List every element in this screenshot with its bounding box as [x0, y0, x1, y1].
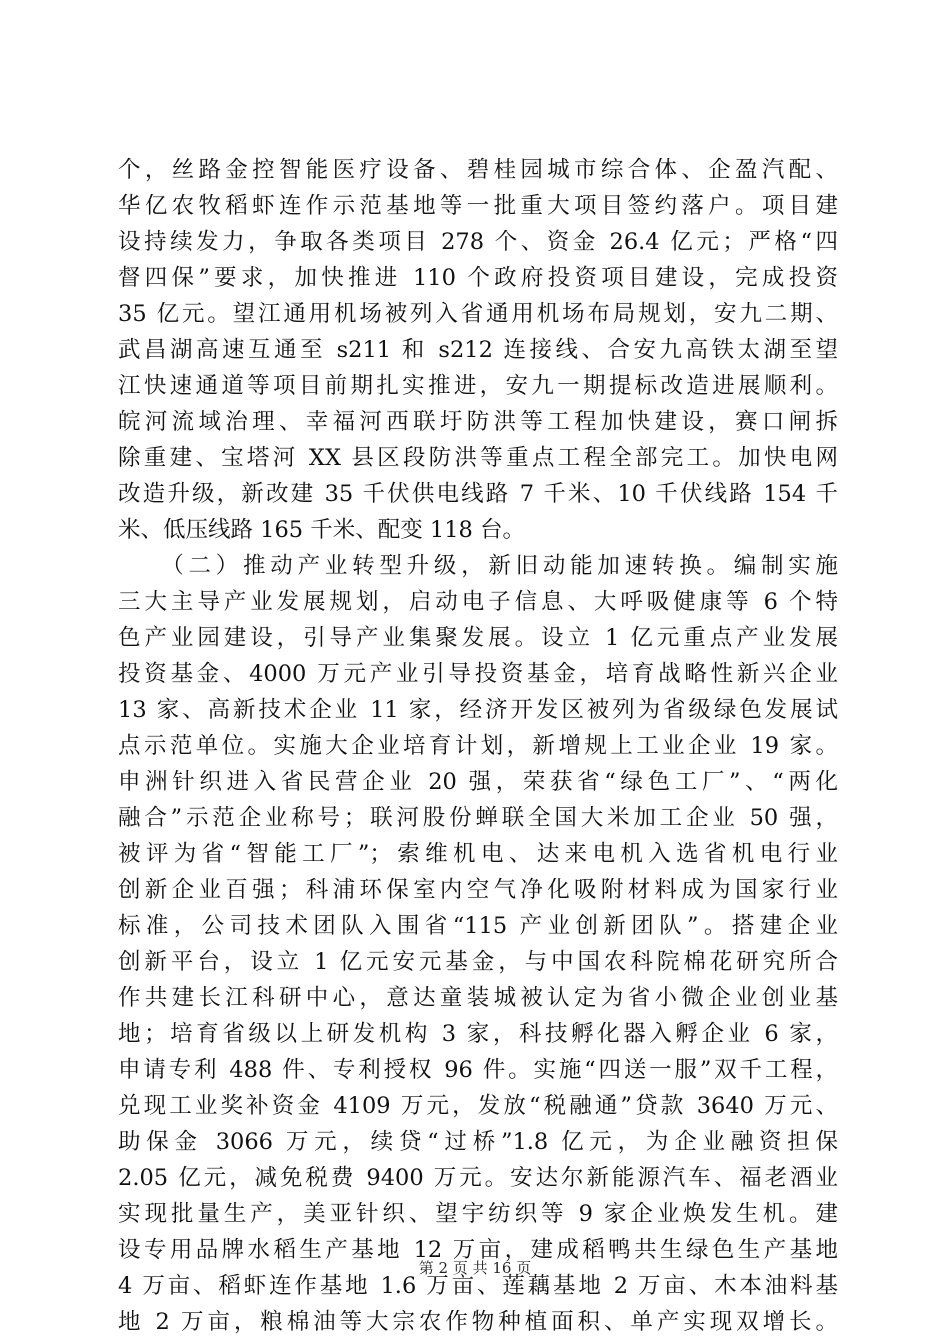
- text-line: 点示范单位。实施大企业培育计划，新增规上工业企业 19 家。: [118, 733, 838, 759]
- text-line: 2.05 亿元，减免税费 9400 万元。安达尔新能源汽车、福老酒业: [118, 1165, 838, 1191]
- text-line: 色产业园建设，引导产业集聚发展。设立 1 亿元重点产业发展: [118, 625, 838, 651]
- text-line: 兑现工业奖补资金 4109 万元，发放“税融通”贷款 3640 万元、: [118, 1093, 838, 1119]
- text-line: 投资基金、4000 万元产业引导投资基金，培育战略性新兴企业: [118, 661, 838, 687]
- text-line: 改造升级，新改建 35 千伏供电线路 7 千米、10 千伏线路 154 千: [118, 481, 838, 507]
- text-line: 华亿农牧稻虾连作示范基地等一批重大项目签约落户。项目建: [118, 193, 838, 219]
- text-line: 融合”示范企业称号；联河股份蝉联全国大米加工企业 50 强，: [118, 805, 838, 831]
- text-line: 武昌湖高速互通至 s211 和 s212 连接线、合安九高铁太湖至望: [118, 337, 838, 363]
- text-line: 个，丝路金控智能医疗设备、碧桂园城市综合体、企盈汽配、: [118, 157, 838, 183]
- text-line: 江快速通道等项目前期扎实推进，安九一期提标改造进展顺利。: [118, 373, 838, 399]
- text-line: 米、低压线路 165 千米、配变 118 台。: [118, 517, 526, 543]
- text-line: 皖河流域治理、幸福河西联圩防洪等工程加快建设，赛口闸拆: [118, 409, 838, 435]
- text-line: 三大主导产业发展规划，启动电子信息、大呼吸健康等 6 个特: [118, 589, 838, 615]
- text-line: 35 亿元。望江通用机场被列入省通用机场布局规划，安九二期、: [118, 301, 838, 327]
- text-line: 设持续发力，争取各类项目 278 个、资金 26.4 亿元；严格“四: [118, 229, 838, 255]
- text-line: 申请专利 488 件、专利授权 96 件。实施“四送一服”双千工程，: [118, 1057, 838, 1083]
- text-line: 标准，公司技术团队入围省“115 产业创新团队”。搭建企业: [118, 913, 838, 939]
- text-line: 地；培育省级以上研发机构 3 家，科技孵化器入孵企业 6 家，: [118, 1021, 838, 1047]
- text-line: 助保金 3066 万元，续贷“过桥”1.8 亿元，为企业融资担保: [118, 1129, 838, 1155]
- text-line: 申洲针织进入省民营企业 20 强，荣获省“绿色工厂”、“两化: [118, 769, 838, 795]
- text-line: 设专用品牌水稻生产基地 12 万亩，建成稻鸭共生绿色生产基地: [118, 1237, 838, 1263]
- text-line: 督四保”要求，加快推进 110 个政府投资项目建设，完成投资: [118, 265, 838, 291]
- page-number-footer: 第 2 页 共 16 页: [418, 1259, 532, 1277]
- text-line: 13 家、高新技术企业 11 家，经济开发区被列为省级绿色发展试: [118, 697, 838, 723]
- text-line: 作共建长江科研中心，意达童装城被认定为省小微企业创业基: [118, 985, 838, 1011]
- text-line: 地 2 万亩，粮棉油等大宗农作物种植面积、单产实现双增长。: [118, 1309, 838, 1335]
- text-line: （二）推动产业转型升级，新旧动能加速转换。编制实施: [118, 553, 838, 579]
- text-line: 实现批量生产，美亚针织、望宇纺织等 9 家企业焕发生机。建: [118, 1201, 838, 1227]
- body-text: [118, 152, 838, 1340]
- text-line: 除重建、宝塔河 XX 县区段防洪等重点工程全部完工。加快电网: [118, 445, 838, 471]
- text-line: 创新平台，设立 1 亿元安元基金，与中国农科院棉花研究所合: [118, 949, 838, 975]
- text-line: 4 万亩、稻虾连作基地 1.6 万亩、莲藕基地 2 万亩、木本油料基: [118, 1273, 838, 1299]
- text-line: 创新企业百强；科浦环保室内空气净化吸附材料成为国家行业: [118, 877, 838, 903]
- text-line: 被评为省“智能工厂”；索维机电、达来电机入选省机电行业: [118, 841, 838, 867]
